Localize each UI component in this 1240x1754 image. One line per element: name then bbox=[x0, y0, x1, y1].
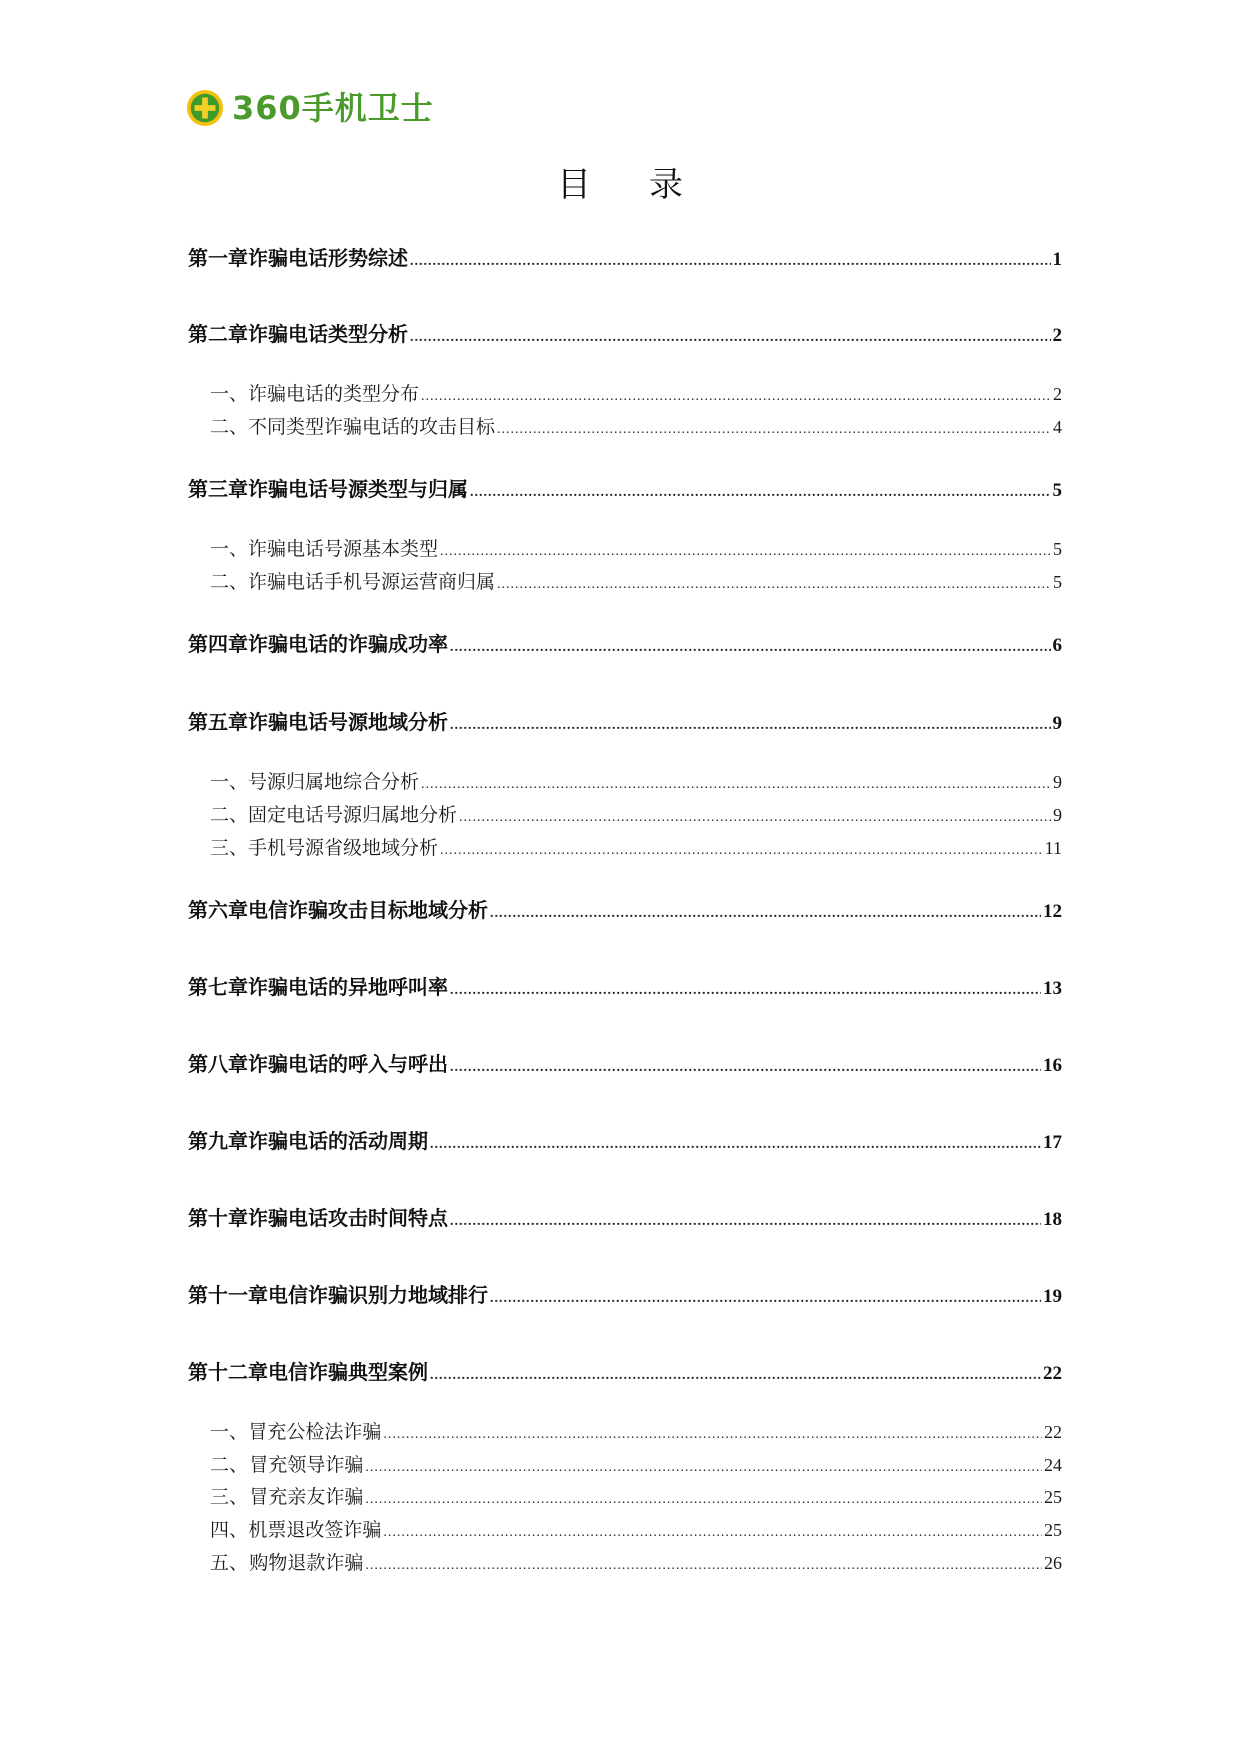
toc-entry-title: 诈骗电话的类型分布 bbox=[248, 383, 420, 405]
toc-leader-dots bbox=[450, 718, 1051, 734]
toc-chapter-entry[interactable] bbox=[188, 1202, 1062, 1231]
toc-entry-number: 一、 bbox=[210, 1421, 249, 1443]
toc-section-entry[interactable] bbox=[188, 567, 1062, 594]
toc-entry-title: 诈骗电话手机号源运营商归属 bbox=[248, 571, 496, 593]
toc-entry-number: 二、 bbox=[210, 416, 249, 438]
toc-entry-page-number: 12 bbox=[1043, 901, 1062, 922]
toc-entry-page-number: 4 bbox=[1053, 417, 1062, 437]
toc-entry-title: 诈骗电话的异地呼叫率 bbox=[248, 975, 448, 999]
toc-entry-page-number: 2 bbox=[1053, 384, 1062, 404]
toc-entry-page-number: 9 bbox=[1053, 805, 1062, 825]
toc-entry-number: 第四章 bbox=[188, 632, 248, 656]
toc-chapter-entry[interactable] bbox=[188, 1048, 1062, 1077]
toc-entry-title: 冒充亲友诈骗 bbox=[249, 1486, 364, 1508]
toc-chapter-entry[interactable] bbox=[188, 894, 1062, 923]
toc-entry-number: 一、 bbox=[210, 383, 249, 405]
toc-entry-title: 固定电话号源归属地分析 bbox=[248, 804, 458, 826]
toc-entry-number: 第五章 bbox=[188, 710, 248, 734]
toc-entry-number: 四、 bbox=[210, 1519, 249, 1541]
toc-leader-dots bbox=[440, 544, 1051, 560]
toc-entry-title: 电信诈骗攻击目标地域分析 bbox=[248, 898, 488, 922]
brand-logo-text: 360手机卫士 bbox=[232, 89, 434, 127]
toc-entry-page-number: 2 bbox=[1052, 325, 1062, 346]
toc-entry-number: 第八章 bbox=[188, 1052, 248, 1076]
toc-leader-dots bbox=[410, 254, 1051, 270]
toc-leader-dots bbox=[450, 640, 1051, 656]
toc-leader-dots bbox=[450, 1214, 1041, 1230]
toc-leader-dots bbox=[459, 810, 1051, 826]
toc-entry-page-number: 13 bbox=[1043, 978, 1062, 999]
toc-leader-dots bbox=[365, 1492, 1042, 1508]
toc-entry-page-number: 5 bbox=[1052, 480, 1062, 501]
toc-entry-number: 第七章 bbox=[188, 975, 248, 999]
toc-entry-page-number: 6 bbox=[1052, 635, 1062, 656]
toc-leader-dots bbox=[440, 843, 1043, 859]
toc-entry-title: 诈骗电话号源类型与归属 bbox=[248, 477, 468, 501]
toc-section-entry[interactable] bbox=[188, 767, 1062, 794]
toc-entry-title: 不同类型诈骗电话的攻击目标 bbox=[248, 416, 496, 438]
toc-entry-number: 第三章 bbox=[188, 477, 248, 501]
toc-chapter-entry[interactable] bbox=[188, 971, 1062, 1000]
toc-chapter-entry[interactable] bbox=[188, 1125, 1062, 1154]
toc-chapter-entry[interactable] bbox=[188, 1279, 1062, 1308]
toc-entry-page-number: 5 bbox=[1053, 572, 1062, 592]
toc-leader-dots bbox=[430, 1368, 1041, 1384]
toc-entry-page-number: 17 bbox=[1043, 1132, 1062, 1153]
toc-section-entry[interactable] bbox=[188, 1417, 1062, 1444]
toc-chapter-entry[interactable] bbox=[188, 628, 1062, 657]
toc-leader-dots bbox=[450, 1060, 1041, 1076]
toc-entry-number: 三、 bbox=[210, 837, 249, 859]
toc-entry-page-number: 5 bbox=[1053, 539, 1062, 559]
toc-section-entry[interactable] bbox=[188, 833, 1062, 860]
toc-leader-dots bbox=[383, 1427, 1042, 1443]
toc-leader-dots bbox=[365, 1460, 1042, 1476]
toc-leader-dots bbox=[410, 330, 1051, 346]
toc-entry-page-number: 22 bbox=[1044, 1422, 1062, 1442]
toc-chapter-entry[interactable] bbox=[188, 473, 1062, 502]
toc-entry-page-number: 18 bbox=[1043, 1209, 1062, 1230]
page-title: 目录 bbox=[557, 165, 741, 205]
toc-entry-page-number: 24 bbox=[1044, 1455, 1062, 1475]
toc-entry-title: 诈骗电话号源地域分析 bbox=[248, 710, 448, 734]
toc-leader-dots bbox=[421, 389, 1051, 405]
toc-entry-title: 诈骗电话的呼入与呼出 bbox=[248, 1052, 448, 1076]
toc-entry-title: 机票退改签诈骗 bbox=[248, 1519, 382, 1541]
toc-entry-number: 一、 bbox=[210, 771, 249, 793]
toc-entry-number: 二、 bbox=[210, 571, 249, 593]
toc-leader-dots bbox=[497, 577, 1051, 593]
toc-section-entry[interactable] bbox=[188, 412, 1062, 439]
toc-section-entry[interactable] bbox=[188, 534, 1062, 561]
toc-entry-number: 第六章 bbox=[188, 898, 248, 922]
toc-entry-number: 二、 bbox=[210, 1454, 249, 1476]
toc-entry-number: 五、 bbox=[210, 1552, 249, 1574]
toc-chapter-entry[interactable] bbox=[188, 242, 1062, 271]
toc-section-entry[interactable] bbox=[188, 800, 1062, 827]
toc-entry-title: 诈骗电话的活动周期 bbox=[248, 1129, 428, 1153]
toc-entry-page-number: 26 bbox=[1044, 1553, 1062, 1573]
toc-entry-title: 诈骗电话类型分析 bbox=[248, 322, 408, 346]
toc-entry-title: 电信诈骗典型案例 bbox=[268, 1360, 428, 1384]
toc-entry-page-number: 9 bbox=[1052, 713, 1062, 734]
toc-entry-number: 三、 bbox=[210, 1486, 249, 1508]
toc-entry-title: 冒充公检法诈骗 bbox=[248, 1421, 382, 1443]
toc-entry-number: 第二章 bbox=[188, 322, 248, 346]
toc-leader-dots bbox=[421, 777, 1051, 793]
toc-entry-number: 一、 bbox=[210, 538, 249, 560]
toc-leader-dots bbox=[497, 422, 1051, 438]
toc-entry-page-number: 22 bbox=[1043, 1363, 1062, 1384]
toc-leader-dots bbox=[490, 1291, 1041, 1307]
toc-entry-title: 电信诈骗识别力地域排行 bbox=[268, 1283, 488, 1307]
toc-entry-number: 第十一章 bbox=[188, 1283, 268, 1307]
toc-section-entry[interactable] bbox=[188, 1482, 1062, 1509]
toc-entry-title: 购物退款诈骗 bbox=[249, 1552, 364, 1574]
toc-entry-page-number: 9 bbox=[1053, 772, 1062, 792]
toc-entry-number: 第九章 bbox=[188, 1129, 248, 1153]
toc-entry-title: 诈骗电话的诈骗成功率 bbox=[248, 632, 448, 656]
toc-entry-page-number: 25 bbox=[1044, 1487, 1062, 1507]
toc-entry-number: 第一章 bbox=[188, 246, 248, 270]
toc-leader-dots bbox=[490, 906, 1041, 922]
toc-leader-dots bbox=[365, 1558, 1042, 1574]
toc-entry-number: 二、 bbox=[210, 804, 249, 826]
toc-leader-dots bbox=[383, 1525, 1042, 1541]
toc-entry-page-number: 1 bbox=[1052, 249, 1062, 270]
toc-leader-dots bbox=[450, 983, 1041, 999]
toc-leader-dots bbox=[470, 485, 1051, 501]
toc-entry-page-number: 16 bbox=[1043, 1055, 1062, 1076]
toc-entry-title: 诈骗电话攻击时间特点 bbox=[248, 1206, 448, 1230]
toc-entry-page-number: 11 bbox=[1044, 838, 1062, 858]
toc-leader-dots bbox=[430, 1137, 1041, 1153]
toc-entry-title: 诈骗电话号源基本类型 bbox=[248, 538, 439, 560]
toc-entry-page-number: 19 bbox=[1043, 1286, 1062, 1307]
toc-entry-number: 第十二章 bbox=[188, 1360, 268, 1384]
toc-section-entry[interactable] bbox=[188, 379, 1062, 406]
toc-section-entry[interactable] bbox=[188, 1548, 1062, 1575]
toc-entry-page-number: 25 bbox=[1044, 1520, 1062, 1540]
toc-section-entry[interactable] bbox=[188, 1450, 1062, 1477]
toc-entry-title: 诈骗电话形势综述 bbox=[248, 246, 408, 270]
toc-chapter-entry[interactable] bbox=[188, 1356, 1062, 1385]
toc-entry-title: 冒充领导诈骗 bbox=[249, 1454, 364, 1476]
toc-entry-title: 手机号源省级地域分析 bbox=[248, 837, 439, 859]
toc-chapter-entry[interactable] bbox=[188, 706, 1062, 735]
toc-entry-number: 第十章 bbox=[188, 1206, 248, 1230]
toc-chapter-entry[interactable] bbox=[188, 318, 1062, 347]
toc-entry-title: 号源归属地综合分析 bbox=[248, 771, 420, 793]
toc-section-entry[interactable] bbox=[188, 1515, 1062, 1542]
